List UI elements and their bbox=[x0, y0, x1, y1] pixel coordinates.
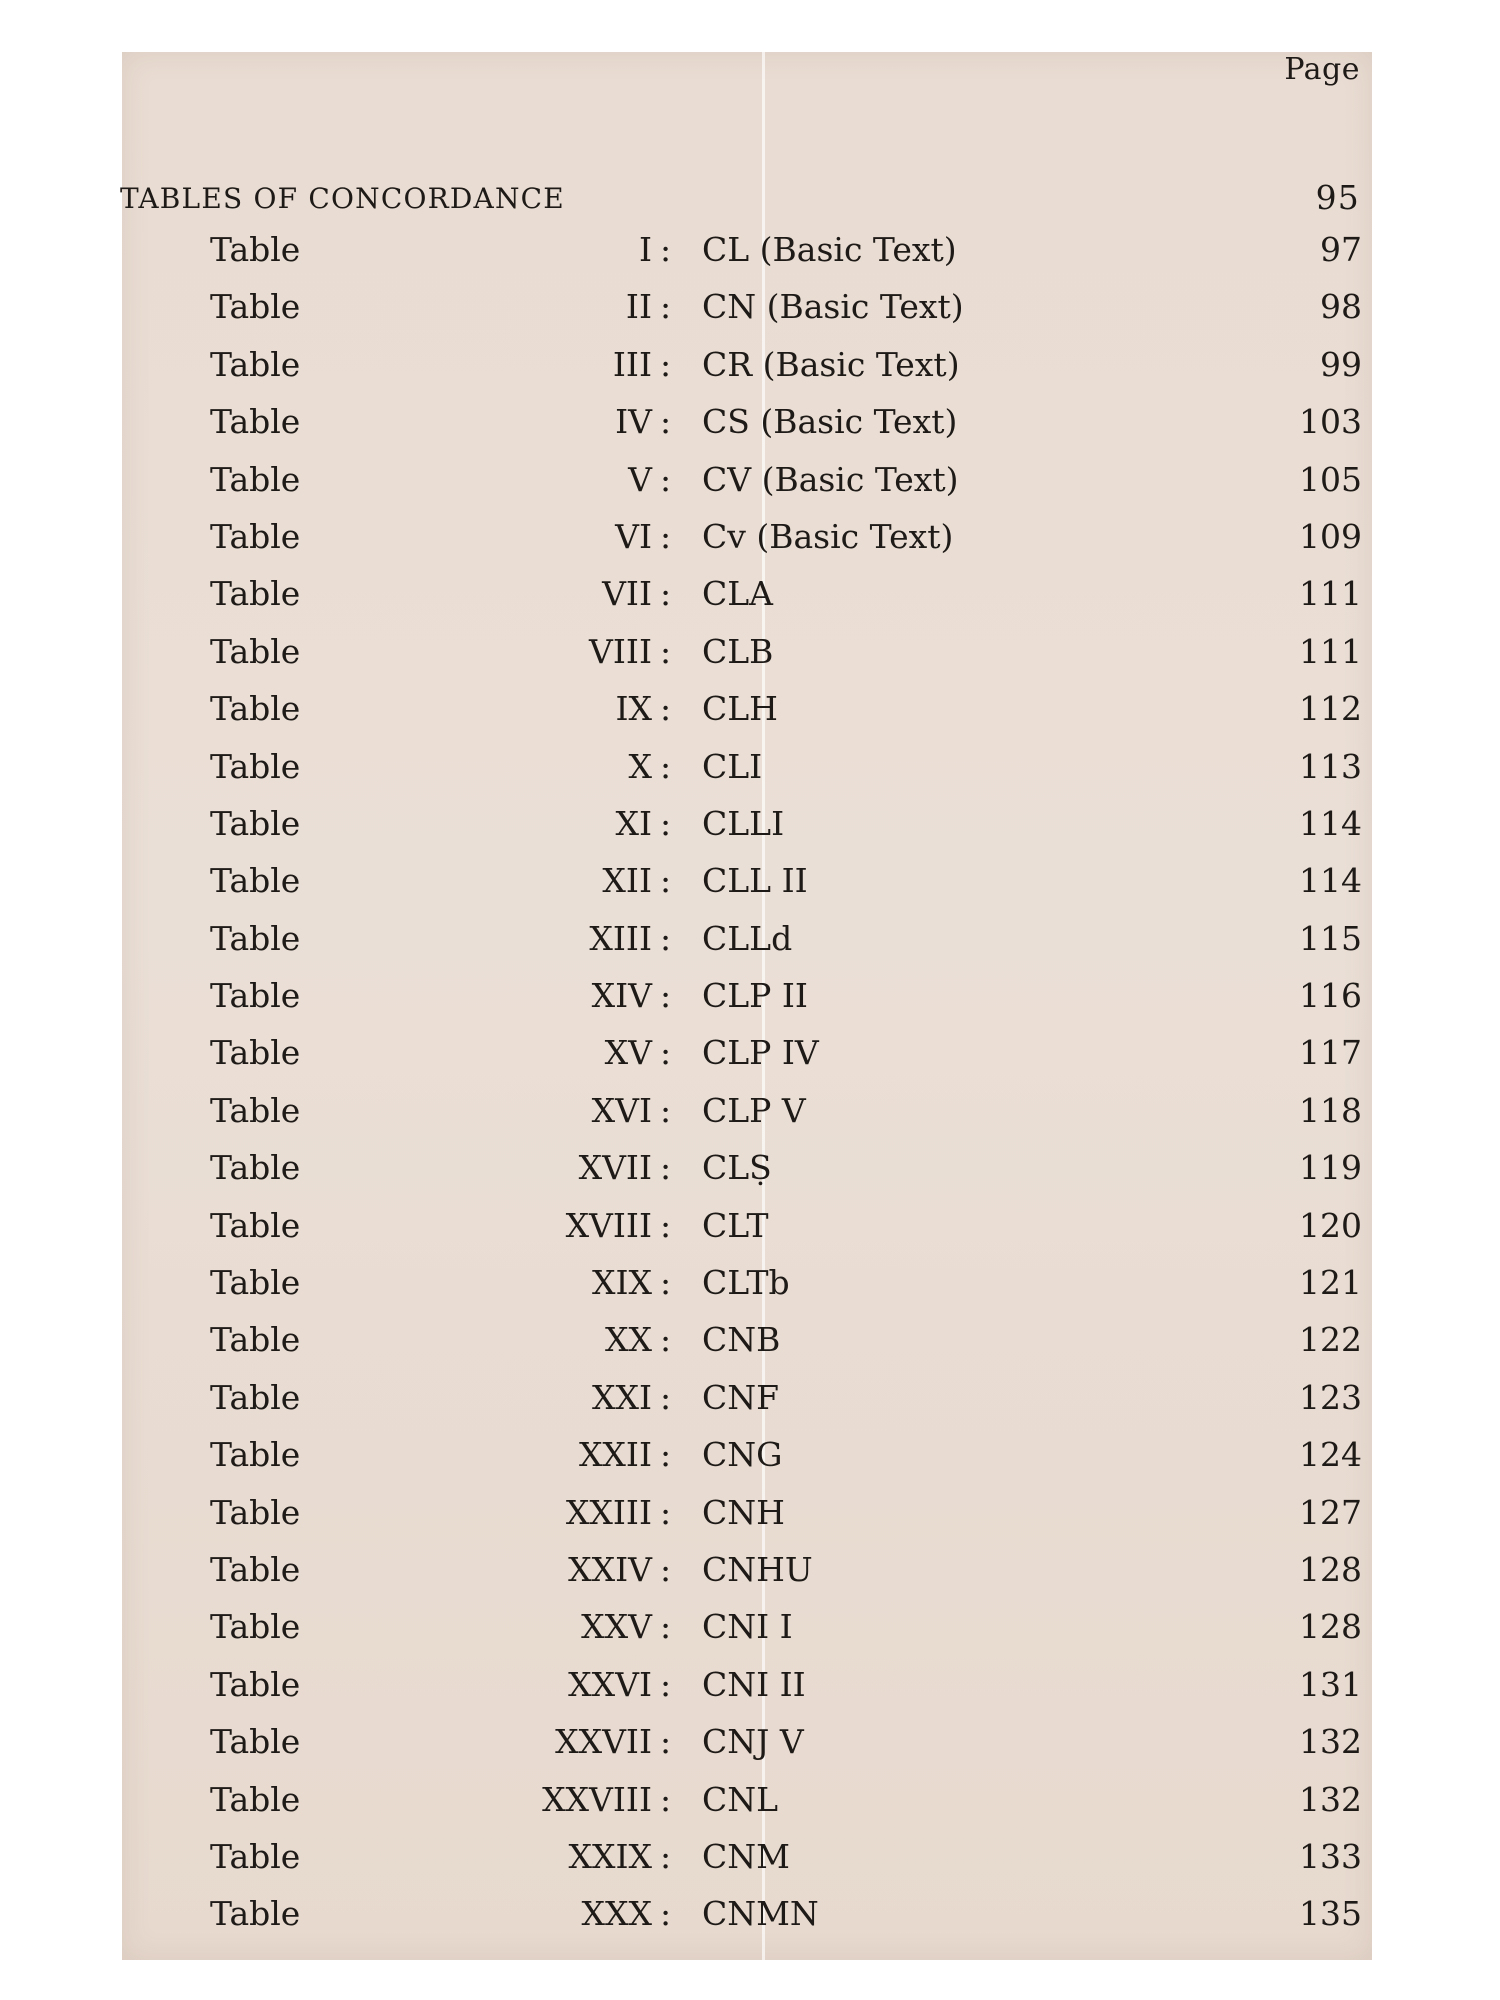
page-number: 112 bbox=[1299, 689, 1362, 729]
table-roman-numeral: XVI bbox=[591, 1090, 652, 1130]
table-row bbox=[122, 909, 1362, 966]
table-row bbox=[122, 507, 1362, 564]
table-code-label: CNI I bbox=[702, 1607, 793, 1647]
table-code-label: CNJ V bbox=[702, 1722, 804, 1762]
table-roman-numeral: XVIII bbox=[565, 1205, 652, 1245]
table-code-label: CLLd bbox=[702, 918, 793, 958]
table-word: Table bbox=[210, 1205, 301, 1245]
table-code-label: CLL II bbox=[702, 861, 808, 901]
separator-colon: : bbox=[660, 1549, 672, 1589]
separator-colon: : bbox=[660, 1492, 672, 1532]
table-code-label: CNH bbox=[702, 1492, 785, 1532]
table-roman-numeral: V bbox=[628, 459, 652, 499]
table-roman-numeral: XX bbox=[605, 1320, 652, 1360]
section-heading-row bbox=[120, 172, 1360, 226]
table-row bbox=[122, 1253, 1362, 1310]
page-number: 131 bbox=[1299, 1664, 1362, 1704]
table-row bbox=[122, 679, 1362, 736]
page-number: 133 bbox=[1299, 1836, 1362, 1876]
table-word: Table bbox=[210, 1779, 301, 1819]
table-roman-numeral: X bbox=[628, 746, 652, 786]
table-word: Table bbox=[210, 402, 301, 442]
table-row bbox=[122, 1138, 1362, 1195]
table-code-label: CLB bbox=[702, 631, 774, 671]
table-roman-numeral: II bbox=[625, 287, 652, 327]
separator-colon: : bbox=[660, 1836, 672, 1876]
table-code-label: CN (Basic Text) bbox=[702, 287, 964, 327]
table-row bbox=[122, 1081, 1362, 1138]
document-page bbox=[122, 52, 1372, 1960]
separator-colon: : bbox=[660, 344, 672, 384]
table-word: Table bbox=[210, 459, 301, 499]
table-row bbox=[122, 794, 1362, 851]
page-number: 119 bbox=[1299, 1148, 1362, 1188]
table-row bbox=[122, 622, 1362, 679]
table-roman-numeral: XXX bbox=[581, 1894, 652, 1934]
table-code-label: CLP IV bbox=[702, 1033, 819, 1073]
table-row bbox=[122, 564, 1362, 621]
page-number: 111 bbox=[1299, 574, 1362, 614]
table-row bbox=[122, 392, 1362, 449]
page-number: 132 bbox=[1299, 1722, 1362, 1762]
table-roman-numeral: XXIX bbox=[568, 1836, 652, 1876]
table-word: Table bbox=[210, 230, 301, 269]
table-row bbox=[122, 1196, 1362, 1253]
table-word: Table bbox=[210, 344, 301, 384]
separator-colon: : bbox=[660, 516, 672, 556]
table-code-label: Cv (Basic Text) bbox=[702, 516, 954, 556]
table-roman-numeral: XV bbox=[604, 1033, 652, 1073]
table-row bbox=[122, 1368, 1362, 1425]
separator-colon: : bbox=[660, 1263, 672, 1303]
separator-colon: : bbox=[660, 1664, 672, 1704]
page-number: 113 bbox=[1299, 746, 1362, 786]
table-code-label: CNMN bbox=[702, 1894, 819, 1934]
table-code-label: CR (Basic Text) bbox=[702, 344, 960, 384]
table-code-label: CNM bbox=[702, 1836, 790, 1876]
table-code-label: CNF bbox=[702, 1377, 780, 1417]
table-word: Table bbox=[210, 516, 301, 556]
table-word: Table bbox=[210, 1894, 301, 1934]
table-roman-numeral: XXI bbox=[591, 1377, 652, 1417]
page-number: 115 bbox=[1299, 918, 1362, 958]
table-code-label: CNL bbox=[702, 1779, 779, 1819]
table-roman-numeral: XXIII bbox=[565, 1492, 652, 1532]
table-code-label: CLH bbox=[702, 689, 778, 729]
table-roman-numeral: XVII bbox=[578, 1148, 652, 1188]
table-code-label: CLLI bbox=[702, 803, 785, 843]
page-number: 128 bbox=[1299, 1549, 1362, 1589]
table-word: Table bbox=[210, 1607, 301, 1647]
section-title: TABLES OF CONCORDANCE bbox=[120, 182, 565, 215]
separator-colon: : bbox=[660, 1435, 672, 1475]
page-number: 135 bbox=[1299, 1894, 1362, 1934]
separator-colon: : bbox=[660, 1205, 672, 1245]
table-word: Table bbox=[210, 976, 301, 1016]
table-row bbox=[122, 335, 1362, 392]
table-roman-numeral: XII bbox=[602, 861, 652, 901]
table-row bbox=[122, 1884, 1362, 1941]
page-column-header: Page bbox=[1284, 52, 1360, 87]
table-word: Table bbox=[210, 631, 301, 671]
table-row bbox=[122, 1540, 1362, 1597]
table-row bbox=[122, 1827, 1362, 1884]
table-row bbox=[122, 1655, 1362, 1712]
page-number: 109 bbox=[1299, 516, 1362, 556]
separator-colon: : bbox=[660, 459, 672, 499]
page-number: 99 bbox=[1320, 344, 1362, 384]
table-row bbox=[122, 1023, 1362, 1080]
table-word: Table bbox=[210, 1033, 301, 1073]
table-roman-numeral: XXIV bbox=[568, 1549, 652, 1589]
page-number: 114 bbox=[1299, 803, 1362, 843]
table-row bbox=[122, 1770, 1362, 1827]
table-row bbox=[122, 220, 1362, 277]
table-word: Table bbox=[210, 1664, 301, 1704]
separator-colon: : bbox=[660, 861, 672, 901]
separator-colon: : bbox=[660, 287, 672, 327]
separator-colon: : bbox=[660, 1148, 672, 1188]
table-code-label: CNHU bbox=[702, 1549, 813, 1589]
separator-colon: : bbox=[660, 230, 672, 269]
table-word: Table bbox=[210, 1722, 301, 1762]
table-roman-numeral: XIII bbox=[589, 918, 652, 958]
table-roman-numeral: VI bbox=[615, 516, 652, 556]
table-word: Table bbox=[210, 918, 301, 958]
table-row bbox=[122, 851, 1362, 908]
table-word: Table bbox=[210, 1549, 301, 1589]
table-roman-numeral: III bbox=[612, 344, 652, 384]
table-word: Table bbox=[210, 1377, 301, 1417]
page-number: 132 bbox=[1299, 1779, 1362, 1819]
table-code-label: CLṢ bbox=[702, 1148, 772, 1188]
page-number: 103 bbox=[1299, 402, 1362, 442]
page-number: 117 bbox=[1299, 1033, 1362, 1073]
page-number: 116 bbox=[1299, 976, 1362, 1016]
table-word: Table bbox=[210, 1836, 301, 1876]
table-word: Table bbox=[210, 1148, 301, 1188]
separator-colon: : bbox=[660, 1033, 672, 1073]
table-code-label: CLP V bbox=[702, 1090, 806, 1130]
table-word: Table bbox=[210, 689, 301, 729]
separator-colon: : bbox=[660, 402, 672, 442]
table-word: Table bbox=[210, 574, 301, 614]
table-row bbox=[122, 1712, 1362, 1769]
table-roman-numeral: XI bbox=[615, 803, 652, 843]
table-code-label: CNG bbox=[702, 1435, 783, 1475]
table-roman-numeral: XXII bbox=[578, 1435, 652, 1475]
table-code-label: CL (Basic Text) bbox=[702, 230, 957, 269]
table-word: Table bbox=[210, 1435, 301, 1475]
table-roman-numeral: XIV bbox=[591, 976, 652, 1016]
separator-colon: : bbox=[660, 976, 672, 1016]
separator-colon: : bbox=[660, 574, 672, 614]
separator-colon: : bbox=[660, 746, 672, 786]
concordance-table-list bbox=[122, 220, 1362, 1942]
table-code-label: CNI II bbox=[702, 1664, 806, 1704]
page-number: 128 bbox=[1299, 1607, 1362, 1647]
page-number: 123 bbox=[1299, 1377, 1362, 1417]
page-number: 97 bbox=[1320, 230, 1362, 269]
page-number: 122 bbox=[1299, 1320, 1362, 1360]
table-row bbox=[122, 1483, 1362, 1540]
table-roman-numeral: XIX bbox=[591, 1263, 652, 1303]
table-row bbox=[122, 277, 1362, 334]
table-code-label: CS (Basic Text) bbox=[702, 402, 958, 442]
table-roman-numeral: VII bbox=[602, 574, 652, 614]
table-code-label: CLI bbox=[702, 746, 763, 786]
table-word: Table bbox=[210, 1263, 301, 1303]
table-word: Table bbox=[210, 1090, 301, 1130]
separator-colon: : bbox=[660, 803, 672, 843]
separator-colon: : bbox=[660, 918, 672, 958]
separator-colon: : bbox=[660, 1607, 672, 1647]
table-row bbox=[122, 1597, 1362, 1654]
table-code-label: CLTb bbox=[702, 1263, 790, 1303]
table-roman-numeral: IX bbox=[615, 689, 652, 729]
section-page-number: 95 bbox=[1315, 178, 1360, 217]
table-roman-numeral: VIII bbox=[589, 631, 652, 671]
table-word: Table bbox=[210, 1492, 301, 1532]
table-word: Table bbox=[210, 287, 301, 327]
page-number: 105 bbox=[1299, 459, 1362, 499]
page-number: 121 bbox=[1299, 1263, 1362, 1303]
page-number: 114 bbox=[1299, 861, 1362, 901]
table-roman-numeral: IV bbox=[615, 402, 652, 442]
table-row bbox=[122, 737, 1362, 794]
separator-colon: : bbox=[660, 1779, 672, 1819]
table-roman-numeral: XXVI bbox=[568, 1664, 652, 1704]
table-word: Table bbox=[210, 803, 301, 843]
separator-colon: : bbox=[660, 1894, 672, 1934]
page-number: 118 bbox=[1299, 1090, 1362, 1130]
page-number: 98 bbox=[1320, 287, 1362, 327]
table-row bbox=[122, 1310, 1362, 1367]
separator-colon: : bbox=[660, 689, 672, 729]
table-code-label: CNB bbox=[702, 1320, 781, 1360]
separator-colon: : bbox=[660, 631, 672, 671]
table-roman-numeral: XXV bbox=[581, 1607, 652, 1647]
table-code-label: CV (Basic Text) bbox=[702, 459, 959, 499]
table-word: Table bbox=[210, 1320, 301, 1360]
page-number: 111 bbox=[1299, 631, 1362, 671]
table-row bbox=[122, 966, 1362, 1023]
table-roman-numeral: XXVIII bbox=[542, 1779, 652, 1819]
table-code-label: CLP II bbox=[702, 976, 808, 1016]
page-number: 127 bbox=[1299, 1492, 1362, 1532]
separator-colon: : bbox=[660, 1320, 672, 1360]
table-code-label: CLA bbox=[702, 574, 773, 614]
separator-colon: : bbox=[660, 1377, 672, 1417]
table-row bbox=[122, 1425, 1362, 1482]
table-word: Table bbox=[210, 746, 301, 786]
table-code-label: CLT bbox=[702, 1205, 769, 1245]
table-row bbox=[122, 450, 1362, 507]
table-roman-numeral: I bbox=[638, 230, 652, 269]
table-roman-numeral: XXVII bbox=[555, 1722, 652, 1762]
separator-colon: : bbox=[660, 1722, 672, 1762]
separator-colon: : bbox=[660, 1090, 672, 1130]
table-word: Table bbox=[210, 861, 301, 901]
page-number: 124 bbox=[1299, 1435, 1362, 1475]
page-number: 120 bbox=[1299, 1205, 1362, 1245]
